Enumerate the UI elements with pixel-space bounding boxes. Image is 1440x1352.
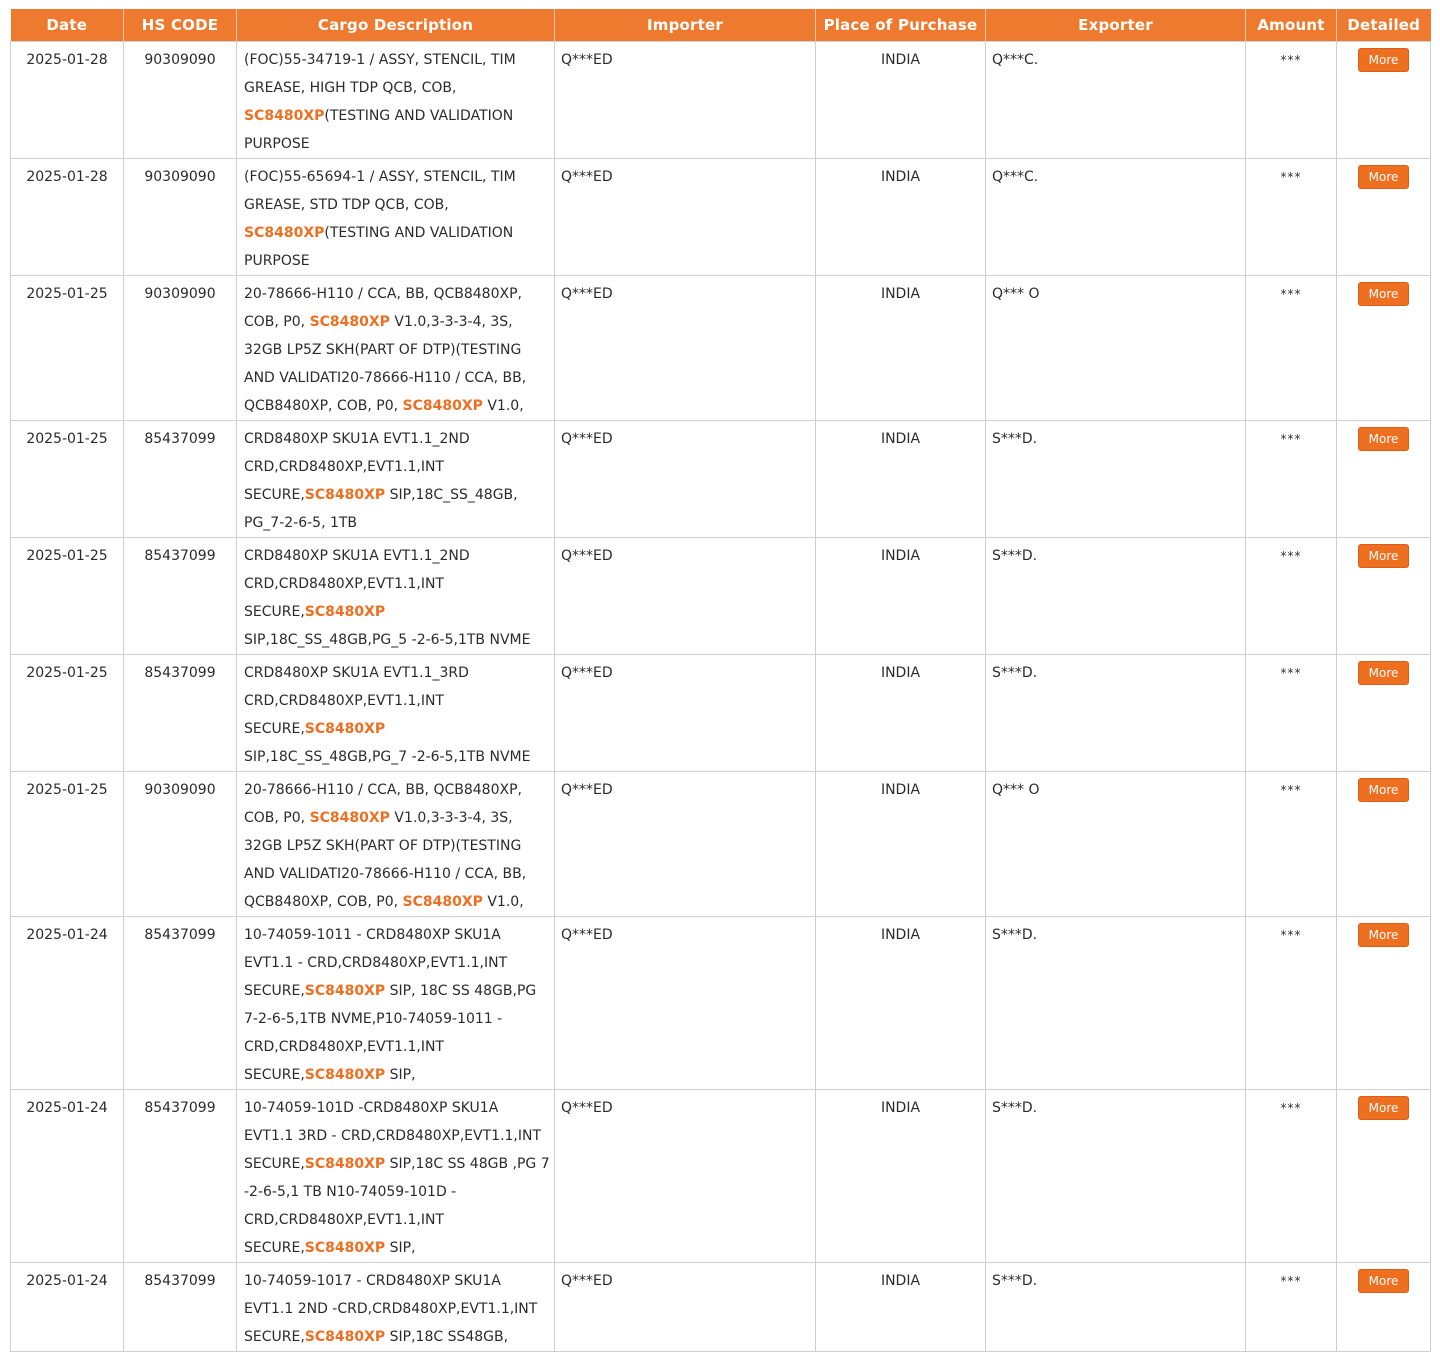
cell-importer: Q***ED [555,655,816,772]
cell-importer: Q***ED [555,1090,816,1263]
highlighted-keyword: SC8480XP [309,810,390,826]
cell-date: 2025-01-24 [11,1090,124,1263]
amount-value: *** [1280,287,1302,301]
highlighted-keyword: SC8480XP [304,1329,386,1345]
description-text: CRD8480XP SKU1A EVT1.1_3RD CRD,CRD8480XP,EVT1.1,INT SECURE, [244,665,469,737]
col-header-cargo-description[interactable]: Cargo Description [237,9,555,42]
highlighted-keyword: SC8480XP [304,487,386,503]
more-button[interactable]: More [1358,1269,1410,1293]
description-text: 10-74059-1011 - CRD8480XP SKU1A EVT1.1 - CRD,CRD8480XP,EVT1.1,INT SECURE, [244,927,508,999]
cell-amount [1246,1090,1337,1263]
col-header-importer[interactable]: Importer [555,9,816,42]
highlighted-keyword: SC8480XP [402,894,483,910]
cell-exporter: S***D. [986,1090,1246,1263]
cell-detailed [1337,655,1431,772]
amount-value: *** [1280,170,1302,184]
description-text: V1.0, [482,894,524,910]
highlighted-keyword: SC8480XP [304,1240,386,1256]
cell-hs-code: 90309090 [124,159,237,276]
cell-detailed [1337,917,1431,1090]
amount-value: *** [1280,53,1302,67]
description-text: (FOC)55-34719-1 / ASSY, STENCIL, TIM GREASE, HIGH TDP QCB, COB, [244,52,516,96]
cell-hs-code: 85437099 [124,917,237,1090]
description-text: SIP,18C SS48GB, [385,1329,509,1345]
amount-value: *** [1280,1274,1302,1288]
cell-cargo-description [237,655,555,772]
cell-amount [1246,538,1337,655]
cell-amount [1246,772,1337,917]
cell-exporter: S***D. [986,421,1246,538]
cell-exporter: S***D. [986,655,1246,772]
cell-date: 2025-01-28 [11,42,124,159]
cell-importer: Q***ED [555,42,816,159]
cell-detailed [1337,1263,1431,1352]
cell-amount [1246,917,1337,1090]
amount-value: *** [1280,1101,1302,1115]
col-header-place-of-purchase[interactable]: Place of Purchase [816,9,986,42]
cell-importer: Q***ED [555,421,816,538]
col-header-exporter[interactable]: Exporter [986,9,1246,42]
description-text: SIP,18C_SS_48GB, PG_7-2-6-5, 1TB [244,487,518,531]
description-text: SIP,18C_SS_48GB,PG_7 -2-6-5,1TB NVME [244,749,531,765]
cell-cargo-description [237,1263,555,1352]
cell-detailed [1337,538,1431,655]
table-row [11,1090,1431,1263]
cell-date: 2025-01-25 [11,421,124,538]
description-text: 20-78666-H110 / CCA, BB, QCB8480XP, COB, P0, [244,782,522,826]
cell-hs-code: 90309090 [124,772,237,917]
cell-amount [1246,42,1337,159]
description-text: (TESTING AND VALIDATION PURPOSE [244,225,514,269]
description-text: SIP, [385,1067,416,1083]
more-button[interactable]: More [1358,661,1410,685]
cell-date: 2025-01-25 [11,276,124,421]
cell-amount [1246,1263,1337,1352]
cell-date: 2025-01-25 [11,772,124,917]
more-button[interactable]: More [1358,544,1410,568]
highlighted-keyword: SC8480XP [244,108,325,124]
amount-value: *** [1280,432,1302,446]
cell-importer: Q***ED [555,538,816,655]
cell-cargo-description [237,917,555,1090]
description-text: SIP,18C_SS_48GB,PG_5 -2-6-5,1TB NVME [244,632,531,648]
cell-importer: Q***ED [555,276,816,421]
table-row [11,772,1431,917]
cell-exporter: Q***C. [986,42,1246,159]
table-row [11,1263,1431,1352]
col-header-amount[interactable]: Amount [1246,9,1337,42]
cell-amount [1246,655,1337,772]
cell-hs-code: 90309090 [124,276,237,421]
highlighted-keyword: SC8480XP [304,721,386,737]
results-table-container [10,9,1430,1352]
highlighted-keyword: SC8480XP [304,1067,386,1083]
cell-importer: Q***ED [555,772,816,917]
cell-place-of-purchase: INDIA [816,1263,986,1352]
more-button[interactable]: More [1358,165,1410,189]
amount-value: *** [1280,928,1302,942]
cell-detailed [1337,42,1431,159]
cell-amount [1246,159,1337,276]
description-text: CRD8480XP SKU1A EVT1.1_2ND CRD,CRD8480XP,EVT1.1,INT SECURE, [244,431,470,503]
more-button[interactable]: More [1358,778,1410,802]
cell-importer: Q***ED [555,917,816,1090]
cell-hs-code: 90309090 [124,42,237,159]
table-row [11,276,1431,421]
cell-amount [1246,276,1337,421]
description-text: SIP, 18C SS 48GB,PG 7-2-6-5,1TB NVME,P10-74059-1011 - CRD,CRD8480XP,EVT1.1,INT SECURE, [244,983,537,1083]
cell-place-of-purchase: INDIA [816,276,986,421]
cell-hs-code: 85437099 [124,538,237,655]
cell-cargo-description [237,42,555,159]
cell-hs-code: 85437099 [124,421,237,538]
cell-place-of-purchase: INDIA [816,42,986,159]
description-text: SIP, [385,1240,416,1256]
cell-exporter: Q*** O [986,276,1246,421]
cell-hs-code: 85437099 [124,1263,237,1352]
col-header-hs-code[interactable]: HS CODE [124,9,237,42]
cell-cargo-description [237,1090,555,1263]
cell-exporter: Q*** O [986,772,1246,917]
amount-value: *** [1280,549,1302,563]
cell-detailed [1337,772,1431,917]
cell-detailed [1337,276,1431,421]
description-text: V1.0, [482,398,524,414]
cell-hs-code: 85437099 [124,655,237,772]
col-header-detailed[interactable]: Detailed [1337,9,1431,42]
description-text: V1.0,3-3-3-4, 3S, 32GB LP5Z SKH(PART OF DTP)(TESTING AND VALIDATI20-78666-H110 / CCA, BB, QCB8480XP, COB, P0, [244,810,527,910]
table-row [11,421,1431,538]
col-header-date[interactable]: Date [11,9,124,42]
highlighted-keyword: SC8480XP [304,983,386,999]
cell-amount [1246,421,1337,538]
cell-cargo-description [237,276,555,421]
shipment-records-table [10,9,1431,1352]
description-text: 10-74059-1017 - CRD8480XP SKU1A EVT1.1 2ND -CRD,CRD8480XP,EVT1.1,INT SECURE, [244,1273,538,1345]
cell-date: 2025-01-28 [11,159,124,276]
cell-place-of-purchase: INDIA [816,421,986,538]
cell-exporter: S***D. [986,1263,1246,1352]
cell-place-of-purchase: INDIA [816,917,986,1090]
highlighted-keyword: SC8480XP [304,1156,386,1172]
description-text: (TESTING AND VALIDATION PURPOSE [244,108,514,152]
cell-exporter: Q***C. [986,159,1246,276]
more-button[interactable]: More [1358,1096,1410,1120]
cell-place-of-purchase: INDIA [816,1090,986,1263]
table-body [11,42,1431,1352]
table-row [11,917,1431,1090]
table-row [11,538,1431,655]
cell-date: 2025-01-25 [11,538,124,655]
cell-hs-code: 85437099 [124,1090,237,1263]
description-text: (FOC)55-65694-1 / ASSY, STENCIL, TIM GREASE, STD TDP QCB, COB, [244,169,516,213]
table-row [11,42,1431,159]
cell-exporter: S***D. [986,538,1246,655]
cell-date: 2025-01-24 [11,1263,124,1352]
table-header [11,9,1431,42]
highlighted-keyword: SC8480XP [304,604,386,620]
cell-place-of-purchase: INDIA [816,159,986,276]
highlighted-keyword: SC8480XP [309,314,390,330]
cell-exporter: S***D. [986,917,1246,1090]
description-text: CRD8480XP SKU1A EVT1.1_2ND CRD,CRD8480XP,EVT1.1,INT SECURE, [244,548,470,620]
more-button[interactable]: More [1358,282,1410,306]
cell-cargo-description [237,538,555,655]
amount-value: *** [1280,666,1302,680]
cell-importer: Q***ED [555,159,816,276]
cell-importer: Q***ED [555,1263,816,1352]
cell-detailed [1337,159,1431,276]
cell-place-of-purchase: INDIA [816,772,986,917]
cell-place-of-purchase: INDIA [816,655,986,772]
more-button[interactable]: More [1358,923,1410,947]
cell-cargo-description [237,772,555,917]
cell-date: 2025-01-24 [11,917,124,1090]
cell-cargo-description [237,421,555,538]
description-text: 20-78666-H110 / CCA, BB, QCB8480XP, COB, P0, [244,286,522,330]
description-text: V1.0,3-3-3-4, 3S, 32GB LP5Z SKH(PART OF DTP)(TESTING AND VALIDATI20-78666-H110 / CCA, BB, QCB8480XP, COB, P0, [244,314,527,414]
cell-place-of-purchase: INDIA [816,538,986,655]
amount-value: *** [1280,783,1302,797]
cell-cargo-description [237,159,555,276]
highlighted-keyword: SC8480XP [244,225,325,241]
cell-detailed [1337,1090,1431,1263]
more-button[interactable]: More [1358,427,1410,451]
description-text: SIP,18C SS 48GB ,PG 7 -2-6-5,1 TB N10-74059-101D - CRD,CRD8480XP,EVT1.1,INT SECURE, [244,1156,550,1256]
table-row [11,159,1431,276]
cell-date: 2025-01-25 [11,655,124,772]
highlighted-keyword: SC8480XP [402,398,483,414]
table-row [11,655,1431,772]
more-button[interactable]: More [1358,48,1410,72]
cell-detailed [1337,421,1431,538]
description-text: 10-74059-101D -CRD8480XP SKU1A EVT1.1 3RD - CRD,CRD8480XP,EVT1.1,INT SECURE, [244,1100,542,1172]
